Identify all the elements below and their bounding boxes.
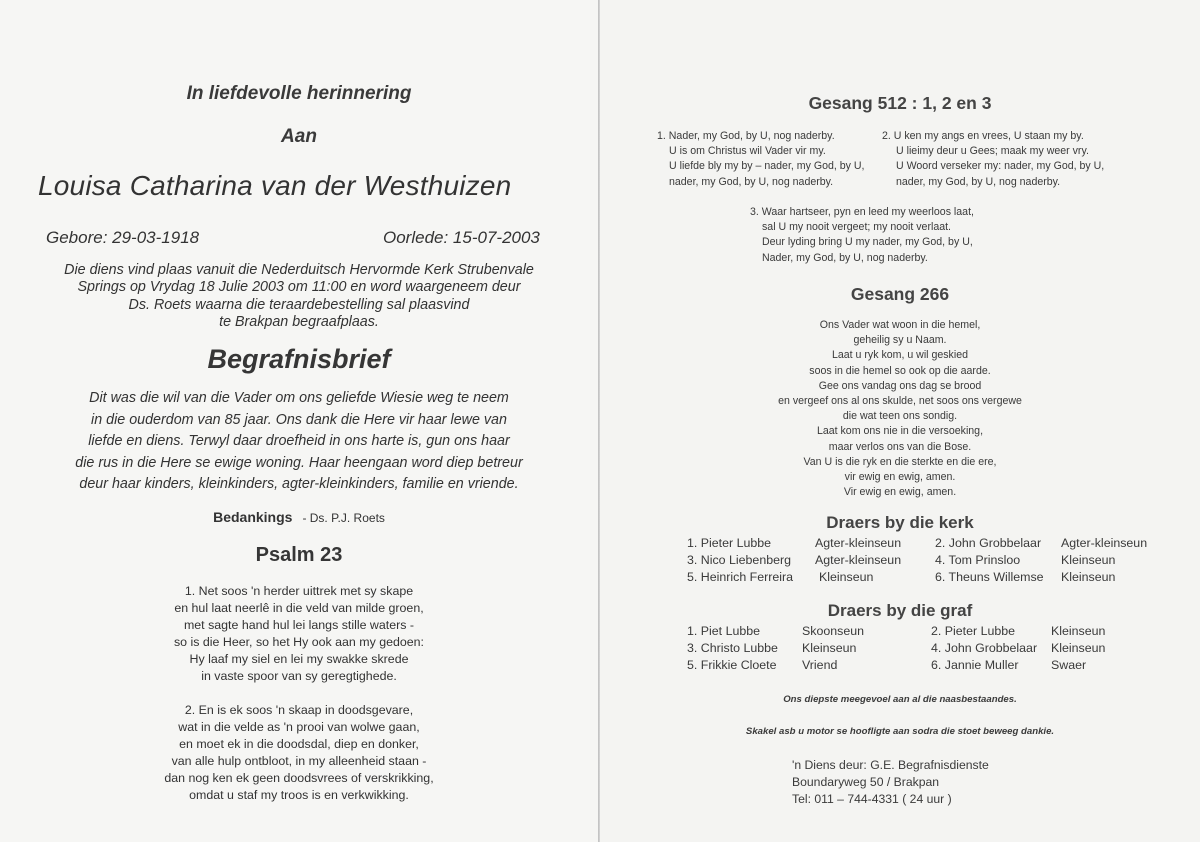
verse-line: 1. Net soos 'n herder uittrek met sy skape	[184, 584, 414, 598]
bearer-role: Agter-kleinseun	[815, 536, 902, 550]
prayer-line: en vergeef ons al ons skulde, net soos ons vergewe	[778, 395, 1022, 408]
bearer-role: Kleinseun	[1061, 553, 1116, 567]
grave-bearers-title: Draers by die graf	[827, 601, 973, 620]
bearer-name: 1. Piet Lubbe	[687, 624, 761, 638]
verse-line: nader, my God, by U, nog naderby.	[669, 175, 834, 188]
hymn-266-title: Gesang 266	[850, 284, 950, 304]
prayer-line: Van U is die ryk en die sterkte en die ere,	[803, 455, 997, 468]
service-line: te Brakpan begraafplaas.	[219, 313, 379, 330]
hymn-512-verse-2	[882, 129, 1104, 190]
verse-line: U liefde bly my by – nader, my God, by U,	[669, 160, 865, 173]
verse-line: 3. Waar hartseer, pyn en leed my weerloos laat,	[750, 206, 974, 218]
verse-line: Nader, my God, by U, nog naderby.	[762, 251, 928, 264]
prayer-line: die wat teen ons sondig.	[842, 410, 958, 423]
condolence-note: Ons diepste meegevoel aan al die naasbestaandes.	[783, 694, 1017, 705]
verse-line: nader, my God, by U, nog naderby.	[896, 175, 1061, 188]
thanks-value: - Ds. P.J. Roets	[302, 511, 385, 525]
prayer-line: Ons Vader wat woon in die hemel,	[819, 319, 981, 331]
verse-line: sal U my nooit vergeet; my nooit verlaat.	[762, 221, 952, 234]
prayer-line: Vir ewig en ewig, amen.	[843, 486, 957, 499]
verse-line: 2. U ken my angs en vrees, U staan my by.	[882, 130, 1084, 142]
verse-line: en hul laat neerlê in die veld van milde groen,	[174, 601, 424, 615]
verse-line: dan nog ken ek geen doodsvrees of verskrikking,	[164, 771, 434, 785]
death-date: Oorlede: 15-07-2003	[383, 228, 540, 247]
psalm-title: Psalm 23	[255, 544, 343, 566]
bearer-name: 4. John Grobbelaar	[931, 641, 1038, 655]
verse-line: 2. En is ek soos 'n skaap in doodsgevare,	[184, 703, 414, 717]
psalm-verse-2	[0, 702, 598, 804]
verse-line: omdat u staf my troos is en verkwikking.	[189, 788, 409, 802]
bearer-role: Kleinseun	[1051, 641, 1106, 655]
letter-line: Dit was die wil van die Vader om ons geliefde Wiesie weg te neem	[89, 390, 509, 406]
prayer-line: geheilig sy u Naam.	[853, 334, 947, 347]
bearer-role: Kleinseun	[1061, 570, 1116, 584]
bearer-role: Kleinseun	[819, 570, 874, 584]
verse-line: Hy laaf my siel en lei my swakke skrede	[189, 652, 409, 666]
bearer-name: 6. Jannie Muller	[931, 658, 1019, 672]
letter-line: die rus in die Here se ewige woning. Haar heengaan word diep betreur	[75, 454, 523, 471]
bearer-role: Kleinseun	[1051, 624, 1106, 638]
letter-line: liefde en diens. Terwyl daar droefheid in ons harte is, gun ons haar	[88, 433, 510, 450]
prayer-line: Gee ons vandag ons dag se brood	[818, 379, 982, 392]
bearer-name: 2. Pieter Lubbe	[931, 624, 1016, 638]
verse-line: en moet ek in die doodsdal, diep en donker,	[179, 737, 419, 751]
left-page	[0, 0, 598, 842]
undertaker-details	[792, 757, 989, 808]
bearer-role: Kleinseun	[802, 641, 857, 655]
headlights-request: Skakel asb u motor se hoofligte aan sodra die stoet beweeg dankie.	[745, 726, 1055, 737]
verse-line: met sagte hand hul lei langs stille waters -	[183, 618, 415, 632]
memory-line: In liefdevolle herinnering	[186, 83, 412, 104]
prayer-line: vir ewig en ewig, amen.	[844, 471, 956, 484]
service-line: Die diens vind plaas vanuit die Nederduitsch Hervormde Kerk Strubenvale	[64, 262, 534, 278]
prayer-line: maar verlos ons van die Bose.	[828, 440, 972, 453]
verse-line: 1. Nader, my God, by U, nog naderby.	[657, 130, 835, 142]
letter-line: deur haar kinders, kleinkinders, agter-kleinkinders, familie en vriende.	[79, 476, 519, 493]
letter-heading: Begrafnisbrief	[207, 344, 391, 374]
aan-line: Aan	[281, 126, 317, 147]
undertaker-line: Boundaryweg 50 / Brakpan	[792, 775, 940, 789]
bearer-name: 5. Frikkie Cloete	[687, 658, 777, 672]
bearer-name: 4. Tom Prinsloo	[935, 553, 1021, 567]
verse-line: so is die Heer, so het Hy ook aan my gedoen:	[173, 635, 425, 649]
letter-line: in die ouderdom van 85 jaar. Ons dank die Here vir haar lewe van	[91, 411, 507, 428]
bearer-role: Swaer	[1051, 658, 1087, 672]
psalm-verse-1	[0, 583, 598, 685]
thanks-label: Bedankings	[213, 509, 293, 525]
verse-line: Deur lyding bring U my nader, my God, by U,	[762, 236, 973, 249]
prayer-line: Laat u ryk kom, u wil geskied	[831, 349, 968, 362]
verse-line: van alle hulp ontbloot, in my alleenheid staan -	[171, 754, 427, 768]
service-line: Springs op Vrydag 18 Julie 2003 om 11:00 en word waargeneem deur	[77, 279, 521, 296]
prayer-line: Laat kom ons nie in die versoeking,	[816, 425, 984, 438]
bearer-name: 1. Pieter Lubbe	[687, 536, 772, 550]
bearer-name: 2. John Grobbelaar	[935, 536, 1042, 550]
verse-line: U Woord verseker my: nader, my God, by U,	[896, 160, 1105, 173]
service-line: Ds. Roets waarna die teraardebestelling sal plaasvind	[128, 296, 470, 313]
bearer-role: Agter-kleinseun	[1061, 536, 1148, 550]
verse-line: in vaste spoor van sy geregtighede.	[201, 669, 397, 683]
letter-body	[0, 388, 598, 496]
hymn-512-verse-1	[657, 129, 864, 190]
bearer-name: 3. Christo Lubbe	[687, 641, 778, 655]
hymn-512-verse-3	[750, 205, 974, 266]
bearer-name: 6. Theuns Willemse	[935, 570, 1044, 584]
verse-line: U lieimy deur u Gees; maak my weer vry.	[896, 145, 1089, 158]
bearer-role: Vriend	[802, 658, 838, 672]
hymn-512-title: Gesang 512 : 1, 2 en 3	[808, 93, 992, 113]
bearer-role: Agter-kleinseun	[815, 553, 902, 567]
right-page	[600, 0, 1200, 842]
undertaker-line: Tel: 011 – 744-4331 ( 24 uur )	[792, 792, 952, 806]
church-bearers-title: Draers by die kerk	[826, 513, 974, 532]
undertaker-line: 'n Diens deur: G.E. Begrafnisdienste	[792, 758, 989, 772]
bearer-name: 5. Heinrich Ferreira	[687, 570, 794, 584]
service-details	[0, 262, 598, 331]
birth-date: Gebore: 29-03-1918	[46, 228, 200, 247]
prayer-line: soos in die hemel so ook op die aarde.	[809, 364, 991, 377]
deceased-name: Louisa Catharina van der Westhuizen	[38, 170, 512, 201]
thanks-line	[0, 509, 598, 525]
bearer-role: Skoonseun	[802, 624, 865, 638]
verse-line: wat in die velde as 'n prooi van wolwe gaan,	[178, 720, 420, 734]
bearer-name: 3. Nico Liebenberg	[687, 553, 792, 567]
verse-line: U is om Christus wil Vader vir my.	[669, 145, 826, 158]
lords-prayer	[600, 318, 1200, 500]
